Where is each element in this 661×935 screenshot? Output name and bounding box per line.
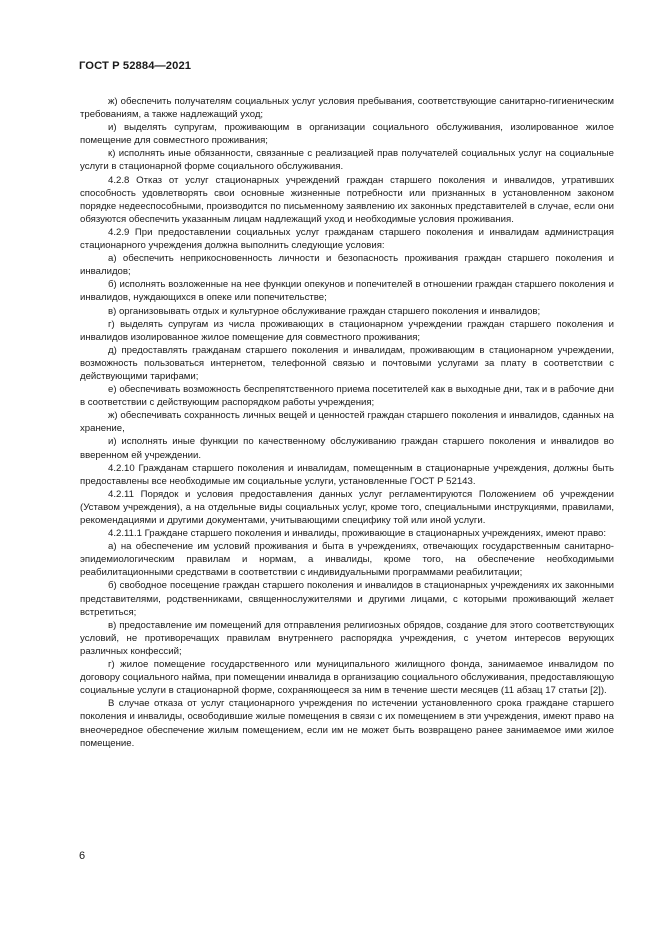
paragraph: в) предоставление им помещений для отправления религиозных обрядов, создание для этого соответствующих условий, не противоречащих правилам внутреннего распорядка учреждения, с учетом интересов верующих различных конфессий; — [80, 619, 614, 657]
paragraph: а) обеспечить неприкосновенность личности и безопасность проживания граждан старшего поколения и инвалидов; — [80, 253, 614, 278]
document-body — [80, 95, 614, 750]
paragraph: в) организовывать отдых и культурное обслуживание граждан старшего поколения и инвалидов; — [108, 305, 541, 317]
paragraph: е) обеспечивать возможность беспрепятственного приема посетителей как в выходные дни, так и в рабочие дни в соответствии с действующим распорядком работы учреждения; — [80, 384, 614, 409]
paragraph: д) предоставлять гражданам старшего поколения и инвалидам, проживающим в стационарном учреждении, возможность пользоваться интернетом, телефонной связью и почтовыми услугами за плату в соответствии с действующими тарифами; — [80, 344, 614, 382]
paragraph: и) исполнять иные функции по качественному обслуживанию граждан старшего поколения и инвалидов во вверенном ей учреждении. — [80, 436, 614, 461]
paragraph: и) выделять супругам, проживающим в организации социального обслуживания, изолированное жилое помещение для совместного проживания; — [80, 122, 614, 147]
paragraph: б) свободное посещение граждан старшего поколения и инвалидов в стационарных учреждениях их законными представителями, родственниками, священнослужителями и другими лицами, с которыми проживающий желает встретиться; — [80, 580, 614, 618]
paragraph: б) исполнять возложенные на нее функции опекунов и попечителей в отношении граждан старшего поколения и инвалидов, нуждающихся в опеке или попечительстве; — [80, 279, 614, 304]
paragraph: 4.2.9 При предоставлении социальных услуг гражданам старшего поколения и инвалидам администрация стационарного учреждения должна выполнить следующие условия: — [80, 226, 614, 252]
page-number: 6 — [79, 850, 86, 862]
paragraph: к) исполнять иные обязанности, связанные с реализацией прав получателей социальных услуг на социальные услуги в стационарной форме социального обслуживания. — [80, 148, 614, 173]
paragraph: а) на обеспечение им условий проживания и быта в учреждениях, отвечающих государственным санитарно-эпидемиологическим правилам и нормам, а инвалиды, кроме того, на обеспечение необходимыми реабилитационными средствами в соответствии с индивидуальными программами реабилитации; — [80, 541, 614, 579]
paragraph: В случае отказа от услуг стационарного учреждения по истечении установленного срока граждане старшего поколения и инвалиды, освободившие жилые помещения в связи с их помещением в эти учреждения, имеют право на внеочередное обеспечение жилым помещением, если им не может быть возвращено ранее занимаемое ими жилое помещение. — [80, 698, 614, 749]
paragraph: 4.2.11.1 Граждане старшего поколения и инвалиды, проживающие в стационарных учреждениях, имеют право: — [108, 528, 607, 540]
paragraph: ж) обеспечить получателям социальных услуг условия пребывания, соответствующие санитарно-гигиеническим требованиям, а также надлежащий уход; — [80, 96, 614, 121]
paragraph: 4.2.8 Отказ от услуг стационарных учреждений граждан старшего поколения и инвалидов, утративших способность удовлетворять свои основные жизненные потребности или признанных в установленном законом порядке недееспособными, производится по письменному заявлению их законных представителей в случае, если они обязуются обеспечить указанным лицам надлежащий уход и необходимые условия проживания. — [80, 174, 614, 225]
paragraph: г) выделять супругам из числа проживающих в стационарном учреждении граждан старшего поколения и инвалидов изолированное жилое помещение для совместного проживания; — [80, 318, 614, 343]
paragraph: 4.2.10 Гражданам старшего поколения и инвалидам, помещенным в стационарные учреждения, должны быть предоставлены все необходимые им социальные услуги, установленные ГОСТ Р 52143. — [80, 462, 614, 487]
document-header: ГОСТ Р 52884—2021 — [79, 60, 192, 72]
paragraph: г) жилое помещение государственного или муниципального жилищного фонда, занимаемое инвалидом по договору социального найма, при помещении инвалида в организацию социального обслуживания, предоставляющую социальные услуги в стационарной форме, сохраняющееся за ним в течение шести месяцев (11 абзац 17 статьи [2]). — [80, 659, 614, 697]
paragraph: 4.2.11 Порядок и условия предоставления данных услуг регламентируются Положением об учреждении (Уставом учреждения), а на отдельные виды социальных услуг, кроме того, специальными инструкциями, правилами, рекомендациями и другими документами, учитывающими специфику той или иной услуги. — [80, 488, 614, 526]
paragraph: ж) обеспечивать сохранность личных вещей и ценностей граждан старшего поколения и инвалидов, сданных на хранение, — [80, 410, 614, 435]
